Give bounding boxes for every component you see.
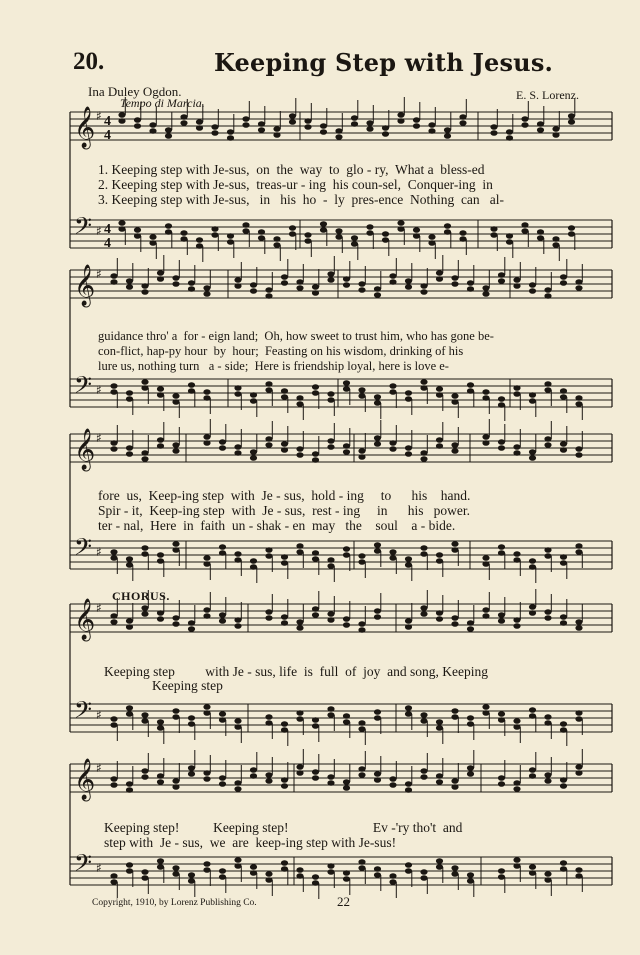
lyric-s4-line2: Keeping step [152,678,223,693]
note-icon [451,427,458,454]
note-icon [110,761,117,788]
note-icon [343,713,350,738]
note-icon [281,721,288,746]
note-icon [405,390,412,415]
note-icon [529,434,536,461]
note-icon [304,103,311,130]
note-icon [157,422,164,449]
note-icon [203,592,210,619]
note-icon [428,107,435,134]
note-icon [234,385,241,410]
note-icon [405,603,412,630]
note-icon [358,433,365,460]
treble-staff [70,428,612,471]
note-icon [281,388,288,413]
note-icon [188,715,195,740]
note-icon [296,604,303,631]
note-icon [374,593,381,620]
note-icon [157,552,164,577]
note-icon [444,112,451,139]
note-icon [141,753,148,780]
note-icon [552,236,559,261]
chorus-label: CHORUS. [112,589,170,603]
note-icon [273,236,280,261]
note-icon [560,721,567,746]
note-icon [289,225,296,250]
note-icon [575,867,582,892]
note-icon [498,544,505,569]
note-icon [219,868,226,893]
note-icon [544,547,551,572]
note-icon [521,222,528,247]
bass-clef-icon: 𝄢 [74,212,93,245]
note-icon [265,272,272,299]
note-icon [560,554,567,579]
note-icon [513,262,520,289]
note-icon [281,426,288,453]
note-icon [312,436,319,463]
note-icon [513,718,520,743]
note-icon [281,762,288,789]
note-icon [172,260,179,287]
note-icon [172,763,179,790]
note-icon [327,596,334,623]
note-icon [560,388,567,413]
note-icon [110,383,117,408]
sharp-icon: ♯ [96,708,102,722]
note-icon [327,391,334,416]
lyric-s3-verse2: Spir - it, Keep-ing step with Je - sus, rest - ing in his power. [98,503,470,518]
note-icon [529,752,536,779]
note-icon [389,873,396,898]
note-icon [234,429,241,456]
note-icon [327,759,334,786]
note-icon [544,757,551,784]
note-icon [296,749,303,776]
note-icon [312,874,319,899]
lyric-s4-line1: Keeping step with Je - sus, life is full of joy and song, Keeping [104,664,488,679]
note-icon [281,860,288,885]
note-icon [157,255,164,282]
note-icon [420,268,427,295]
note-icon [405,766,412,793]
author-credit: Ina Duley Ogdon. [88,84,182,99]
note-icon [467,265,474,292]
note-icon [513,602,520,629]
note-icon [420,590,427,617]
treble-clef-icon: 𝄞 [74,429,96,470]
note-icon [234,551,241,576]
note-icon [265,594,272,621]
note-icon [374,756,381,783]
note-icon [296,710,303,735]
note-icon [180,230,187,255]
note-icon [250,267,257,294]
note-icon [250,434,257,461]
note-icon [165,112,172,139]
note-icon [506,114,513,141]
note-icon [529,707,536,732]
note-icon [382,231,389,256]
time-signature-top: 4 [104,114,111,129]
note-icon [420,753,427,780]
note-icon [296,867,303,892]
page-number: 22 [337,894,350,909]
note-icon [575,543,582,568]
note-icon [110,425,117,452]
note-icon [281,599,288,626]
note-icon [327,706,334,731]
note-icon [498,396,505,421]
note-icon [304,232,311,257]
note-icon [265,714,272,739]
note-icon [560,599,567,626]
note-icon [250,558,257,583]
note-icon [273,111,280,138]
note-icon [529,589,536,616]
note-icon [126,603,133,630]
composer-credit: E. S. Lorenz. [516,88,579,102]
note-icon [211,226,218,251]
note-icon [149,234,156,259]
note-icon [358,720,365,745]
note-icon [234,718,241,743]
note-icon [234,262,241,289]
lyric-s3-verse1: fore us, Keep-ing step with Je - sus, hold - ing to his hand. [98,488,471,503]
note-icon [227,233,234,258]
note-icon [312,550,319,575]
lyric-s2-verse2: con-flict, hap-py hour by hour; Feasting on his wisdom, drinking of his [98,344,464,358]
note-icon [560,426,567,453]
note-icon [459,230,466,255]
note-icon [428,234,435,259]
note-icon [544,594,551,621]
note-icon [149,107,156,134]
note-icon [467,715,474,740]
lyric-s3-verse3: ter - nal, Here in faith un - shak - en may the soul a - bide. [98,518,456,533]
note-icon [389,383,396,408]
note-icon [374,709,381,734]
note-icon [521,101,528,128]
note-icon [312,754,319,781]
note-icon [250,392,257,417]
note-icon [343,601,350,628]
note-icon [451,260,458,287]
note-icon [196,237,203,262]
note-icon [389,425,396,452]
note-icon [203,555,210,580]
note-icon [196,104,203,131]
bass-clef-icon: 𝄢 [74,696,93,729]
note-icon [242,222,249,247]
note-icon [110,873,117,898]
note-icon [118,97,125,124]
note-icon [126,263,133,290]
note-icon [482,270,489,297]
treble-clef-icon: 𝄞 [74,599,96,640]
sharp-icon: ♯ [96,861,102,875]
note-icon [560,762,567,789]
note-icon [529,267,536,294]
treble-staff [70,758,612,801]
time-signature-bottom: 4 [104,236,111,251]
bass-staff [70,533,612,569]
note-icon [436,422,443,449]
sharp-icon: ♯ [96,761,102,775]
note-icon [544,871,551,896]
note-icon [219,544,226,569]
note-icon [490,109,497,136]
note-icon [358,606,365,633]
note-icon [203,389,210,414]
note-icon [513,385,520,410]
note-icon [467,750,474,777]
note-icon [451,763,458,790]
note-icon [203,419,210,446]
note-icon [358,553,365,578]
note-icon [327,256,334,283]
note-icon [420,545,427,570]
note-icon [552,111,559,138]
note-icon [529,558,536,583]
note-icon [203,861,210,886]
sharp-icon: ♯ [96,109,102,123]
note-icon [490,226,497,251]
tempo-marking: Tempo di Marcia. [120,96,205,110]
note-icon [568,98,575,125]
note-icon [289,98,296,125]
sharp-icon: ♯ [96,224,102,238]
note-icon [382,110,389,137]
note-icon [141,869,148,894]
note-icon [343,261,350,288]
note-icon [389,761,396,788]
note-icon [575,395,582,420]
note-icon [405,862,412,887]
note-icon [506,233,513,258]
treble-staff [70,598,612,641]
note-icon [575,710,582,735]
note-icon [560,259,567,286]
note-icon [134,102,141,129]
note-icon [436,255,443,282]
note-icon [312,717,319,742]
lyric-s2-verse3: lure us, nothing turn a - side; Here is friendship loyal, here is love e- [98,359,449,373]
note-icon [188,750,195,777]
sharp-icon: ♯ [96,545,102,559]
note-icon [219,597,226,624]
note-icon [436,595,443,622]
note-icon [203,270,210,297]
note-icon [312,269,319,296]
lyric-s1-verse1: 1. Keeping step with Je-sus, on the way to glo - ry, What a bless-ed [98,162,485,177]
note-icon [188,265,195,292]
sharp-icon: ♯ [96,601,102,615]
note-icon [544,381,551,406]
note-icon [389,258,396,285]
note-icon [498,868,505,893]
note-icon [234,602,241,629]
note-icon [265,381,272,406]
bass-clef-icon: 𝄢 [74,371,93,404]
bass-clef-icon: 𝄢 [74,533,93,566]
note-icon [258,229,265,254]
note-icon [374,420,381,447]
note-icon [482,419,489,446]
hymn-number: 20. [73,48,105,75]
note-icon [296,431,303,458]
sharp-icon: ♯ [96,267,102,281]
note-icon [110,716,117,741]
note-icon [126,862,133,887]
note-icon [126,390,133,415]
note-icon [560,860,567,885]
note-icon [265,547,272,572]
note-icon [242,101,249,128]
treble-clef-icon: 𝄞 [74,265,96,306]
note-icon [126,766,133,793]
hymn-title: Keeping Step with Jesus. [214,48,554,77]
note-icon [343,764,350,791]
note-icon [366,105,373,132]
note-icon [575,431,582,458]
note-icon [312,384,319,409]
time-signature-top: 4 [104,222,111,237]
note-icon [265,757,272,784]
note-icon [568,225,575,250]
time-signature-bottom: 4 [104,128,111,143]
lyric-s5-line2: step with Je - sus, we are keep-ing step with Je-sus! [104,835,397,850]
note-icon [265,871,272,896]
note-icon [296,395,303,420]
note-icon [436,552,443,577]
note-icon [172,708,179,733]
treble-clef-icon: 𝄞 [74,107,96,148]
note-icon [110,258,117,285]
note-icon [482,389,489,414]
note-icon [172,393,179,418]
note-icon [544,714,551,739]
note-icon [397,97,404,124]
note-icon [227,114,234,141]
note-icon [513,551,520,576]
sharp-icon: ♯ [96,431,102,445]
note-icon [575,604,582,631]
note-icon [172,427,179,454]
note-icon [281,259,288,286]
note-icon [575,749,582,776]
note-icon [413,102,420,129]
note-icon [529,392,536,417]
note-icon [451,393,458,418]
note-icon [467,382,474,407]
note-icon [537,229,544,254]
note-icon [327,557,334,582]
note-icon [165,223,172,248]
note-icon [482,555,489,580]
note-icon [358,859,365,884]
note-icon [374,866,381,891]
note-icon [498,424,505,451]
note-icon [219,424,226,451]
sharp-icon: ♯ [96,383,102,397]
note-icon [544,272,551,299]
note-icon [327,863,334,888]
note-icon [188,382,195,407]
copyright-notice: Copyright, 1910, by Lorenz Publishing Co. [92,898,257,908]
note-icon [405,263,412,290]
note-icon [141,545,148,570]
note-icon [141,268,148,295]
note-icon [444,223,451,248]
note-icon [351,100,358,127]
note-icon [327,423,334,450]
treble-staff [70,106,612,149]
note-icon [343,870,350,895]
lyric-s1-verse2: 2. Keeping step with Je-sus, treas-ur - ing his coun-sel, Conquer-ing in [98,177,493,192]
note-icon [211,109,218,136]
treble-clef-icon: 𝄞 [74,759,96,800]
lyric-s1-verse3: 3. Keeping step with Je-sus, in his ho - ly pres-ence Nothing can al- [98,192,505,207]
lyric-s2-verse1: guidance thro' a for - eign land; Oh, how sweet to trust him, who has gone be- [98,329,494,343]
note-icon [281,554,288,579]
note-icon [203,755,210,782]
note-icon [250,752,257,779]
note-icon [420,869,427,894]
note-icon [482,592,489,619]
note-icon [498,597,505,624]
note-icon [366,224,373,249]
note-icon [451,708,458,733]
note-icon [296,543,303,568]
note-icon [343,546,350,571]
lyric-s5-line1: Keeping step! Keeping step! Ev -'ry tho't and [104,820,463,835]
bass-clef-icon: 𝄢 [74,849,93,882]
note-icon [513,429,520,456]
